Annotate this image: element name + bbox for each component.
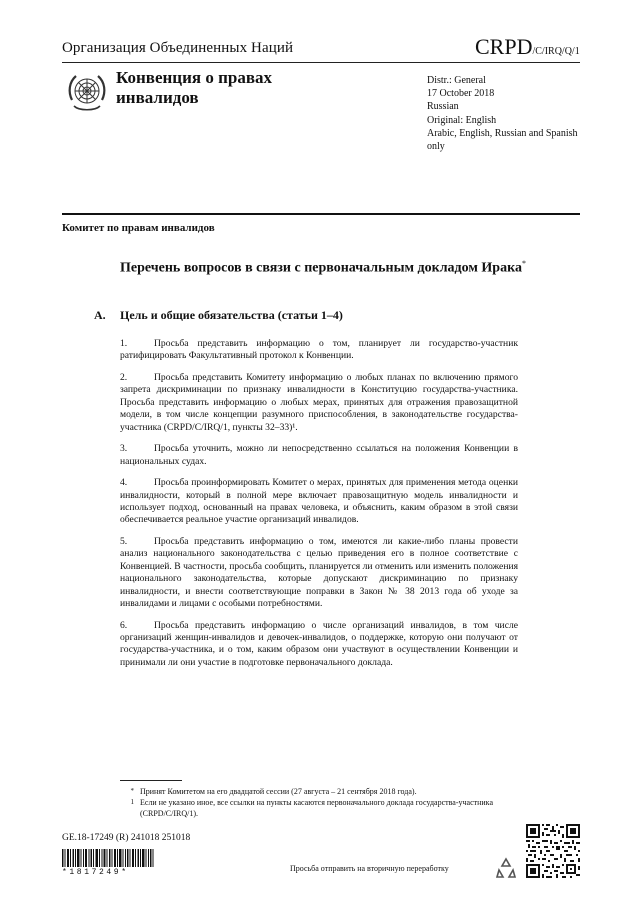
footnote-mark: * [130, 787, 134, 795]
footnote-rule [120, 780, 182, 781]
section-heading [94, 308, 343, 323]
un-emblem-icon [64, 70, 110, 116]
paragraph-number: 6. [120, 619, 128, 631]
paragraph-text: Просьба представить информацию о числе организаций инвалидов, в том числе организаций женщин-инвалидов и девочек-инвалидов, о поддержке, которую они получают от государства-участника, и о том, каким образом они участвуют в осуществлении Конвенции и принимали ли они участие в подготовке первоначального доклада. [120, 619, 518, 668]
footnotes [120, 786, 520, 819]
footnote [120, 786, 520, 797]
distr-line: Distr.: General [427, 75, 486, 86]
paragraph-text: Просьба представить информацию о том, планирует ли государство-участник ратифицировать Факультативный протокол к Конвенции. [120, 338, 518, 362]
document-title [120, 255, 540, 278]
footnote-text: Если не указано иное, все ссылки на пункты касаются первоначального доклада государства-участника (CRPD/C/IRQ/1). [140, 798, 493, 818]
document-title-text: Перечень вопросов в связи с первоначальным докладом Ирака [120, 260, 522, 276]
job-number: GE.18-17249 (R) 241018 251018 [62, 833, 191, 843]
paragraph [120, 372, 518, 434]
barcode-number: *1817249* [62, 868, 129, 877]
distribution-block [427, 74, 587, 153]
language-line: Russian [427, 101, 459, 113]
paragraph-number: 3. [120, 443, 128, 455]
section-title: Цель и общие обязательства (статьи 1–4) [120, 308, 343, 322]
paragraph [120, 477, 518, 527]
paragraph [120, 338, 518, 363]
original-line: Original: English [427, 114, 497, 126]
footnote-mark: 1 [130, 798, 134, 806]
paragraph-number: 1. [120, 338, 128, 349]
thick-rule [62, 213, 580, 215]
languages-line: Arabic, English, Russian and Spanish only [427, 127, 578, 153]
document-symbol [475, 34, 580, 60]
paragraph-text: Просьба уточнить, можно ли непосредственно ссылаться на положения Конвенции в национальных судах. [120, 443, 518, 467]
paragraph-text: Просьба представить информацию о том, имеются ли какие-либо планы провести анализ национального законодательства с целью приведения его в полное соответствие с Конвенцией. В частности, просьба сообщить, планируется ли отменить или изменить положения национального законодательства, которые допускают дискриминацию по признаку инвалидности, и внести соответствующие поправки в Закон № 38 2013 года об уходе за инвалидами и лицами с особыми потребностями. [120, 536, 518, 610]
paragraph [120, 536, 518, 610]
symbol-main: CRPD [475, 34, 533, 59]
qr-code-icon [526, 824, 580, 878]
document-title-mark: * [521, 259, 526, 268]
date-line: 17 October 2018 [427, 88, 495, 100]
symbol-suffix: /C/IRQ/Q/1 [532, 46, 580, 57]
paragraph [120, 620, 518, 670]
paragraph-text: Просьба представить Комитету информацию о любых планах по включению прямого запрета дискриминации по признаку инвалидности в Конституцию государства-участника. Просьба представить информацию о любых мерах, принятых для отражения правозащитной модели, в том числе концепции разумного приспособления, в законодательстве государства-участника (CRPD/C/IRQ/1, пункты 32–33)¹. [120, 372, 518, 433]
paragraph-text: Просьба проинформировать Комитет о мерах, принятых для применения метода оценки инвалидности, который в полной мере включает правозащитную модель инвалидности и использует подход, основанный на правах человека, и объяснить, каким образом в этой связи обеспечивается реальное участие организаций инвалидов. [120, 477, 518, 526]
organization-name: Организация Объединенных Наций [62, 40, 294, 56]
header-rule [62, 62, 580, 63]
committee-name: Комитет по правам инвалидов [62, 222, 215, 234]
paragraph-number: 5. [120, 536, 128, 548]
paragraphs [120, 338, 518, 678]
footnote [120, 797, 520, 819]
section-letter: A. [94, 308, 106, 322]
paragraph [120, 443, 518, 468]
recycle-icon [494, 856, 518, 880]
recycle-note: Просьба отправить на вторичную переработку [290, 864, 449, 873]
paragraph-number: 4. [120, 477, 128, 489]
paragraph-number: 2. [120, 372, 128, 383]
footnote-text: Принят Комитетом на его двадцатой сессии (27 августа – 21 сентября 2018 года). [140, 787, 417, 796]
convention-title: Конвенция о правах инвалидов [116, 68, 273, 107]
